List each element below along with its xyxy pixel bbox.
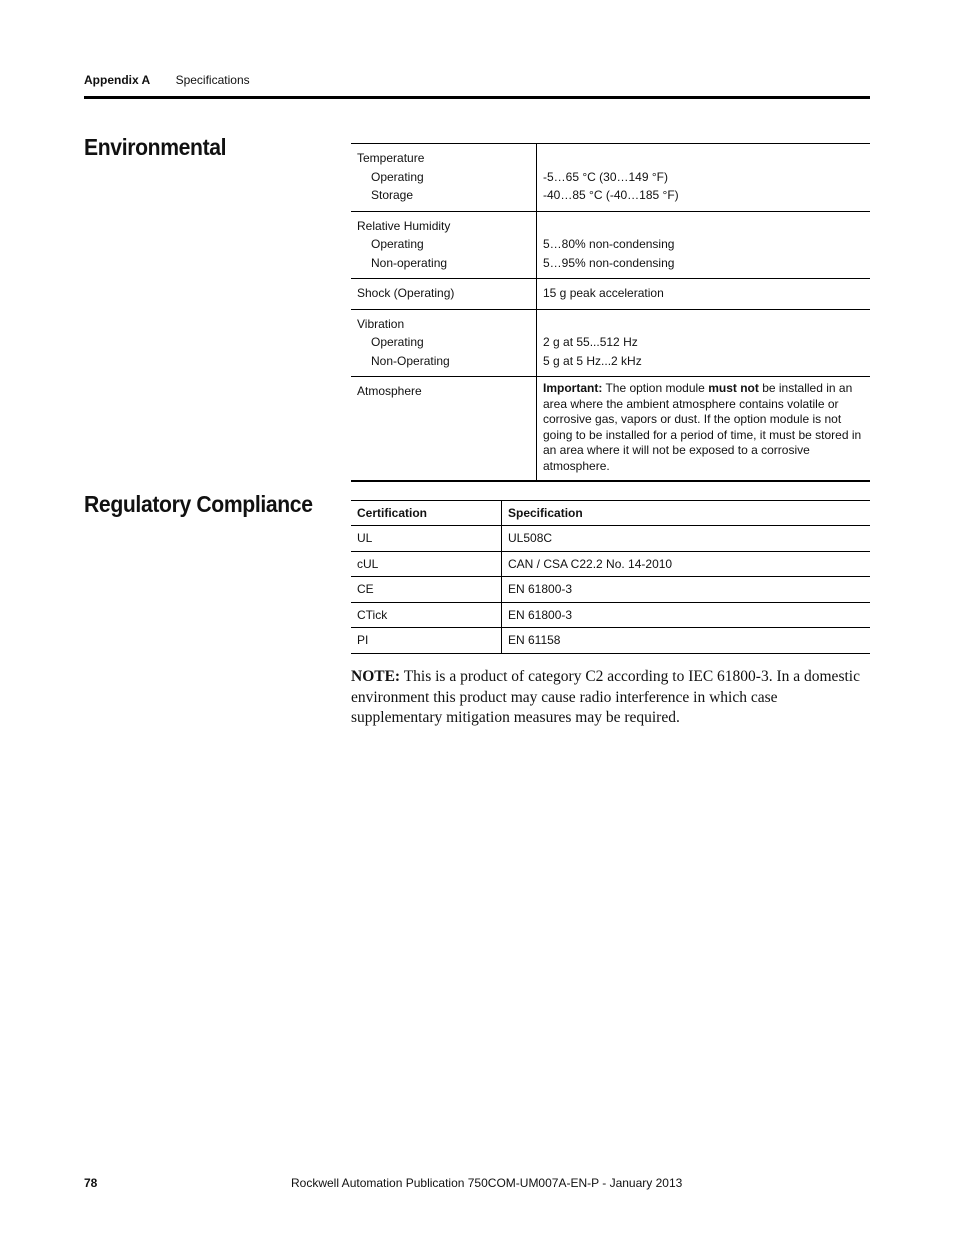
note-text: This is a product of category C2 according to IEC 61800-3. In a domestic environment this product may cause radio interference in which case supplementary mitigation measures may be required. [351, 668, 860, 726]
section-label: Specifications [175, 73, 250, 87]
publication-info: Rockwell Automation Publication 750COM-UM007A-EN-P - January 2013 [291, 1176, 683, 1190]
spec-cell: CAN / CSA C22.2 No. 14-2010 [508, 556, 673, 571]
table-row [351, 551, 870, 577]
temperature-label: Temperature [357, 151, 425, 165]
environmental-table [351, 143, 870, 482]
table-row [351, 602, 870, 628]
shock-label: Shock (Operating) [351, 279, 537, 310]
regulatory-title: Regulatory Compliance [84, 491, 313, 517]
vibration-value-cell [537, 309, 871, 377]
table-row [351, 577, 870, 603]
spec-cell: EN 61800-3 [508, 607, 573, 622]
humidity-nonop-value: 5…95% non-condensing [543, 255, 675, 270]
atmosphere-text-1: The option module [602, 381, 709, 395]
temperature-operating-value: -5…65 °C (30…149 °F) [543, 169, 668, 184]
note-label: NOTE: [351, 668, 401, 685]
table-row [351, 526, 870, 552]
table-row [351, 144, 870, 212]
cert-cell: UL [351, 526, 502, 552]
table-row [351, 377, 870, 482]
vibration-label-cell [351, 309, 537, 377]
vibration-nonop-label: Non-Operating [371, 353, 450, 368]
table-row [351, 211, 870, 279]
humidity-label: Relative Humidity [357, 218, 451, 233]
col-specification: Specification [508, 506, 583, 520]
table-row [351, 628, 870, 654]
spec-cell: EN 61158 [508, 633, 561, 647]
humidity-label-cell [351, 211, 537, 279]
table-header-row [351, 501, 870, 526]
regulatory-table [351, 500, 870, 654]
must-not-emphasis: must not [708, 381, 759, 395]
vibration-nonop-value: 5 g at 5 Hz...2 kHz [543, 353, 642, 368]
temperature-label-cell [351, 144, 537, 212]
appendix-label: Appendix A [84, 73, 151, 87]
cert-cell: CTick [351, 602, 502, 628]
humidity-operating-value: 5…80% non-condensing [543, 237, 675, 251]
environmental-title: Environmental [84, 134, 227, 160]
humidity-value-cell [537, 211, 871, 279]
table-row [351, 279, 870, 310]
humidity-operating-label: Operating [371, 237, 424, 251]
spec-cell: UL508C [508, 531, 553, 545]
temperature-value-cell [537, 144, 871, 212]
compliance-note [351, 667, 871, 729]
shock-value: 15 g peak acceleration [543, 286, 664, 300]
table-row [351, 309, 870, 377]
cert-cell: PI [351, 628, 502, 654]
page-number: 78 [84, 1176, 98, 1190]
vibration-operating-value: 2 g at 55...512 Hz [543, 335, 638, 349]
header-rule [84, 96, 870, 99]
atmosphere-label: Atmosphere [351, 377, 537, 482]
atmosphere-text-2: be installed in an area where the ambient atmosphere contains volatile or corrosive gas, vapors or dust. If the option module is not going to be installed for a period of time, it must be stored in an area where it will not be exposed to a corrosive atmosphere. [543, 381, 862, 473]
vibration-label: Vibration [357, 316, 405, 331]
page-header [84, 73, 250, 87]
cert-cell: CE [351, 577, 502, 603]
atmosphere-value [537, 377, 871, 482]
humidity-nonop-label: Non-operating [371, 255, 448, 270]
cert-cell: cUL [351, 551, 502, 577]
spec-cell: EN 61800-3 [508, 582, 573, 596]
temperature-storage-value: -40…85 °C (-40…185 °F) [543, 188, 679, 202]
vibration-operating-label: Operating [371, 335, 424, 349]
temperature-storage-label: Storage [371, 188, 414, 202]
temperature-operating-label: Operating [371, 169, 424, 184]
col-certification: Certification [351, 501, 502, 526]
important-label: Important: [543, 381, 603, 395]
